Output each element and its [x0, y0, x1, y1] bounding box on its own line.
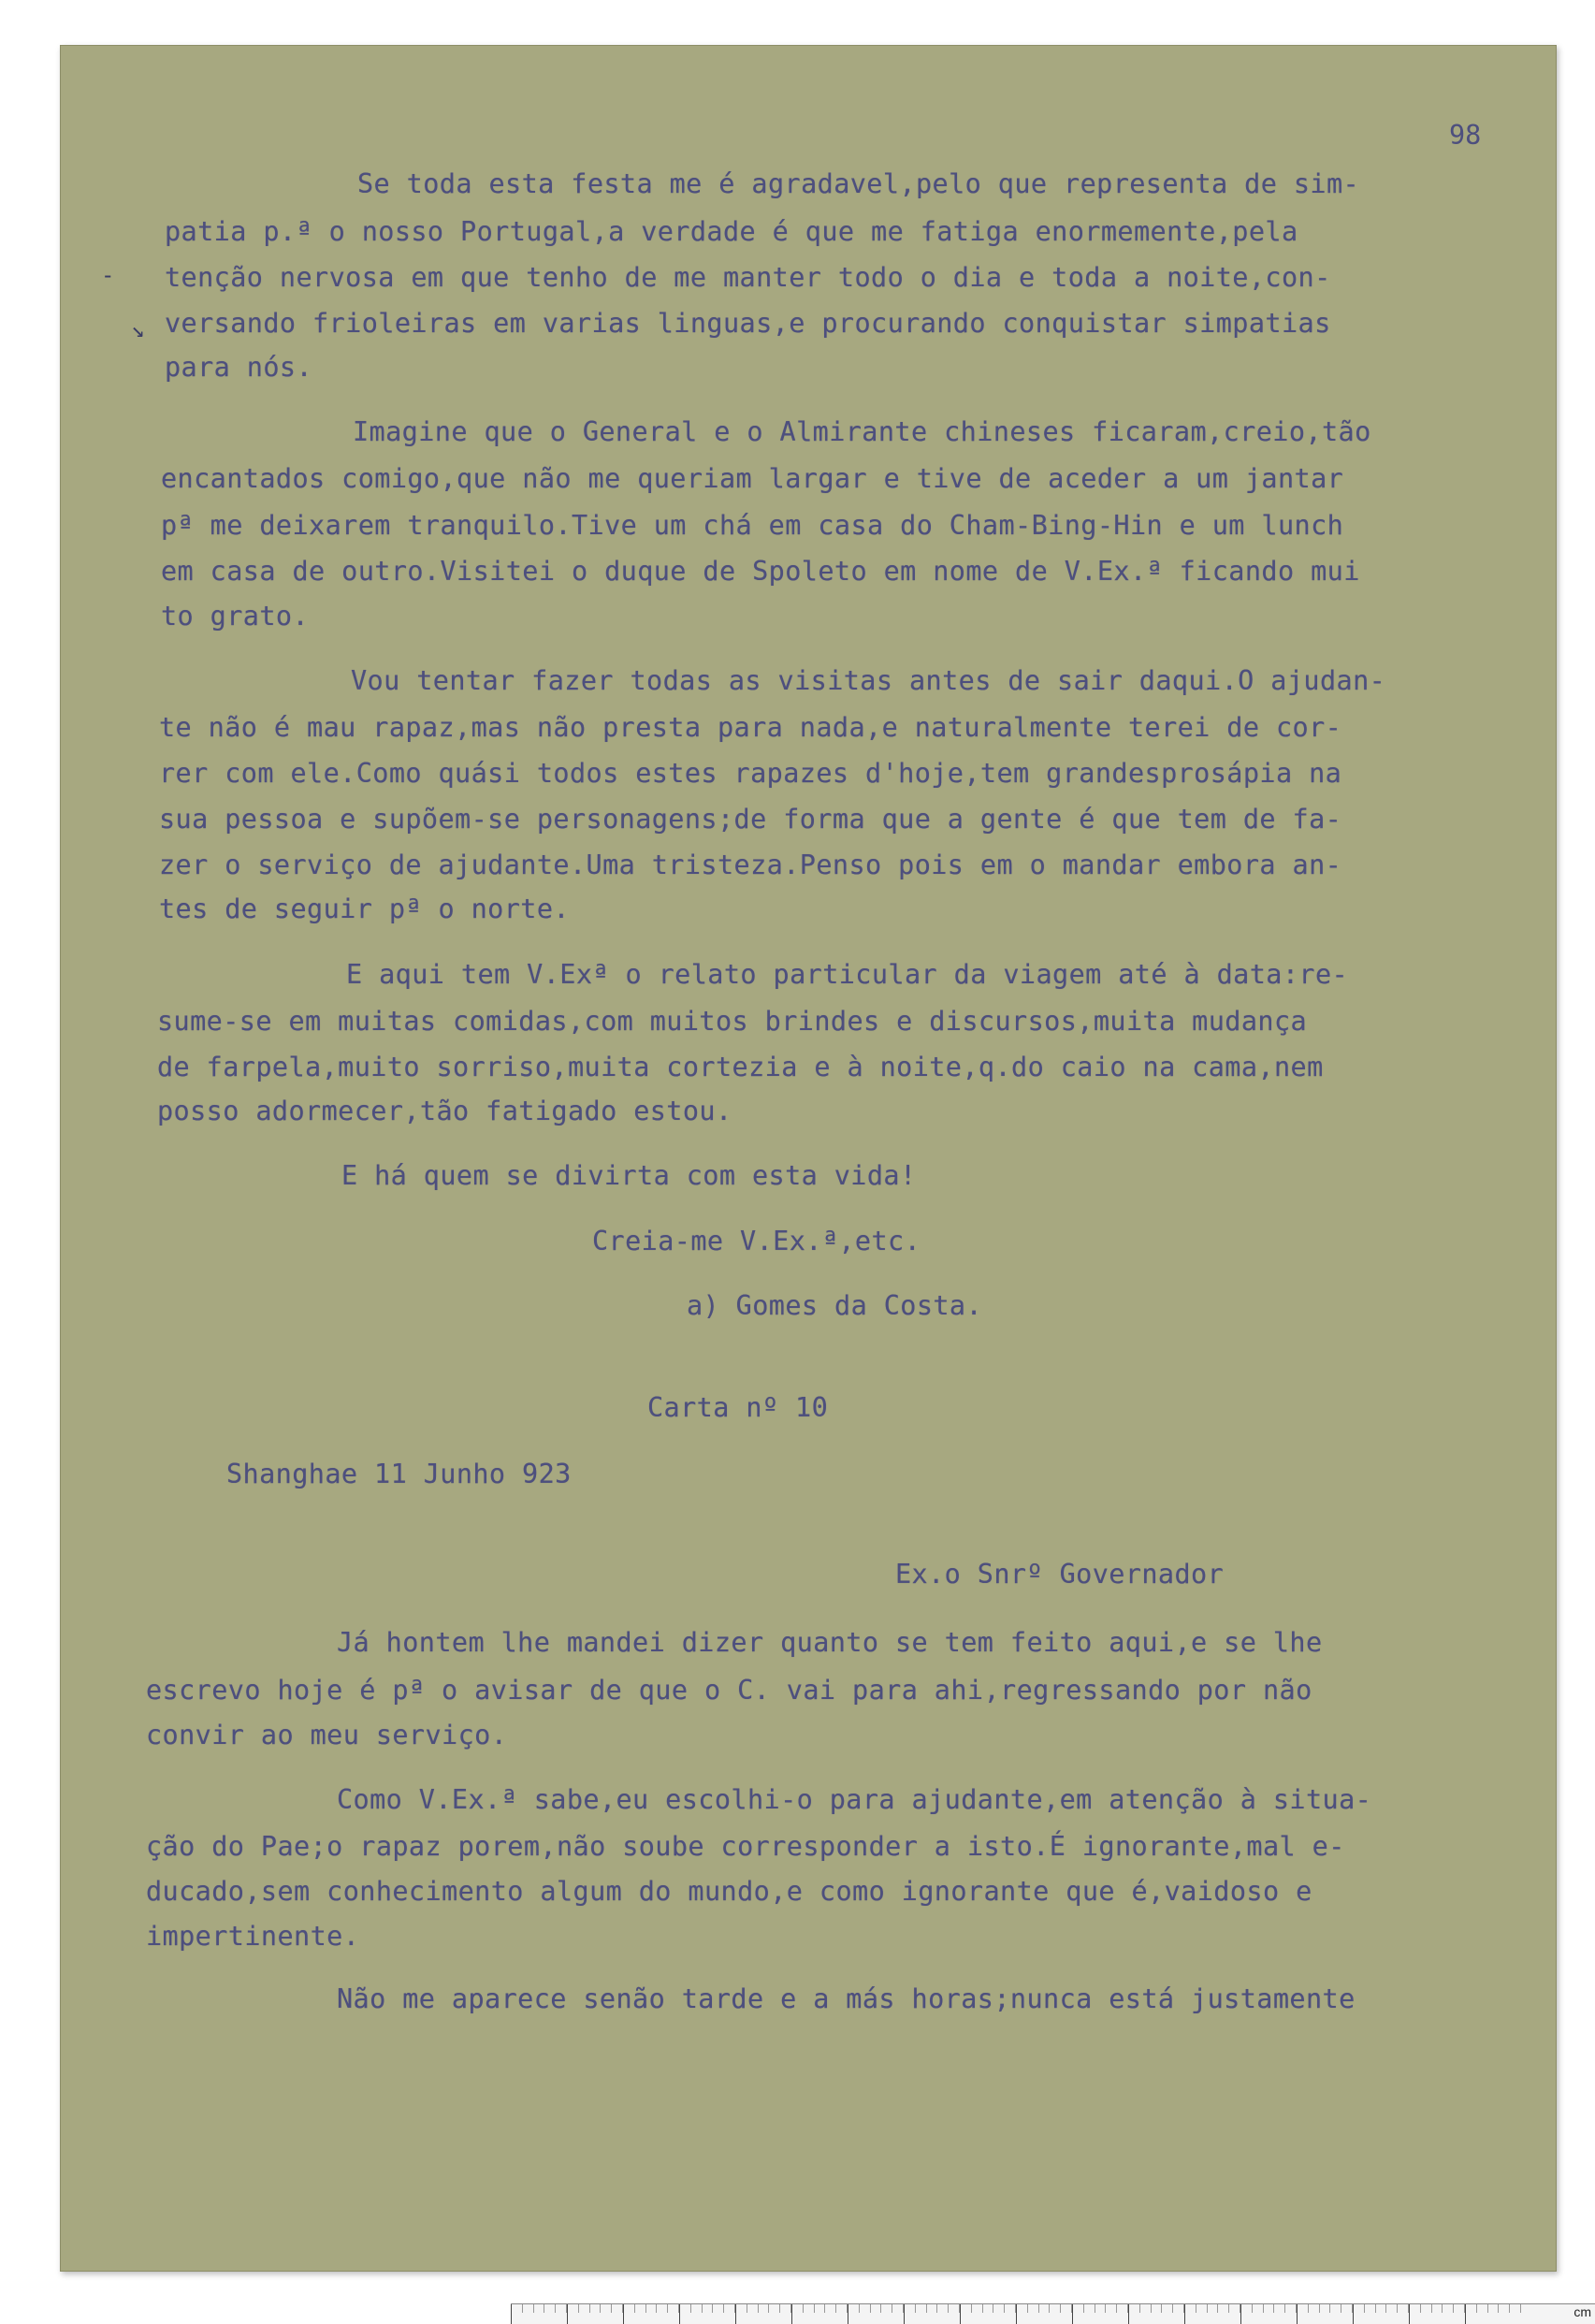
letter-heading: Carta nº 10 [647, 1392, 829, 1423]
text-line: E há quem se divirta com esta vida! [341, 1160, 917, 1191]
text-line: Vou tentar fazer todas as visitas antes de sair daqui.O ajudan- [351, 665, 1386, 696]
text-line: encantados comigo,que não me queriam largar e tive de aceder a um jantar [161, 463, 1344, 494]
text-line: pª me deixarem tranquilo.Tive um chá em casa do Cham-Bing-Hin e um lunch [161, 510, 1344, 541]
text-line: em casa de outro.Visitei o duque de Spoleto em nome de V.Ex.ª ficando mui [161, 556, 1360, 587]
text-line: sua pessoa e supõem-se personagens;de forma que a gente é que tem de fa- [159, 804, 1342, 835]
typewritten-page [60, 45, 1557, 2272]
text-line: Como V.Ex.ª sabe,eu escolhi-o para ajudante,em atenção à situa- [337, 1784, 1372, 1815]
text-line: de farpela,muito sorriso,muita cortezia e à noite,q.do caio na cama,nem [157, 1052, 1324, 1082]
letter-salutation: Ex.o Snrº Governador [895, 1559, 1225, 1590]
text-line: Imagine que o General e o Almirante chineses ficaram,creio,tão [353, 416, 1371, 447]
text-line: patia p.ª o nosso Portugal,a verdade é que me fatiga enormemente,pela [165, 216, 1298, 247]
text-line: ducado,sem conhecimento algum do mundo,e como ignorante que é,vaidoso e [146, 1876, 1312, 1907]
text-line: versando frioleiras em varias linguas,e procurando conquistar simpatias [165, 308, 1331, 339]
text-line: ção do Pae;o rapaz porem,não soube corresponder a isto.É ignorante,mal e- [146, 1831, 1345, 1862]
letter-date: Shanghae 11 Junho 923 [226, 1459, 572, 1489]
text-line: para nós. [165, 352, 313, 383]
text-line: rer com ele.Como quási todos estes rapazes d'hoje,tem grandesprosápia na [159, 758, 1342, 789]
text-line: to grato. [161, 601, 310, 632]
closing-line: Creia-me V.Ex.ª,etc. [592, 1226, 921, 1256]
scale-ruler [511, 2303, 1595, 2324]
text-line: E aqui tem V.Exª o relato particular da viagem até à data:re- [346, 959, 1349, 990]
text-line: sume-se em muitas comidas,com muitos brindes e discursos,muita mudança [157, 1006, 1308, 1037]
text-line: tes de seguir pª o norte. [159, 893, 570, 924]
ruler-unit-label: cm [1573, 2304, 1591, 2319]
text-line: te não é mau rapaz,mas não presta para nada,e naturalmente terei de cor- [159, 712, 1342, 743]
text-line: Já hontem lhe mandei dizer quanto se tem feito aqui,e se lhe [337, 1627, 1323, 1658]
text-line: tenção nervosa em que tenho de me manter todo o dia e toda a noite,con- [165, 262, 1331, 293]
text-line: Não me aparece senão tarde e a más horas;nunca está justamente [337, 1983, 1356, 2014]
text-line: zer o serviço de ajudante.Uma tristeza.Penso pois em o mandar embora an- [159, 850, 1342, 880]
margin-arrow-mark: ↘ [131, 316, 145, 342]
text-line: Se toda esta festa me é agradavel,pelo que representa de sim- [357, 168, 1360, 199]
page-number: 98 [1449, 120, 1482, 151]
text-line: impertinente. [146, 1921, 360, 1952]
signature-line: a) Gomes da Costa. [687, 1290, 983, 1321]
text-line: posso adormecer,tão fatigado estou. [157, 1096, 732, 1126]
text-line: escrevo hoje é pª o avisar de que o C. vai para ahi,regressando por não [146, 1675, 1312, 1706]
margin-dash-mark: - [101, 262, 115, 288]
text-line: convir ao meu serviço. [146, 1720, 508, 1750]
